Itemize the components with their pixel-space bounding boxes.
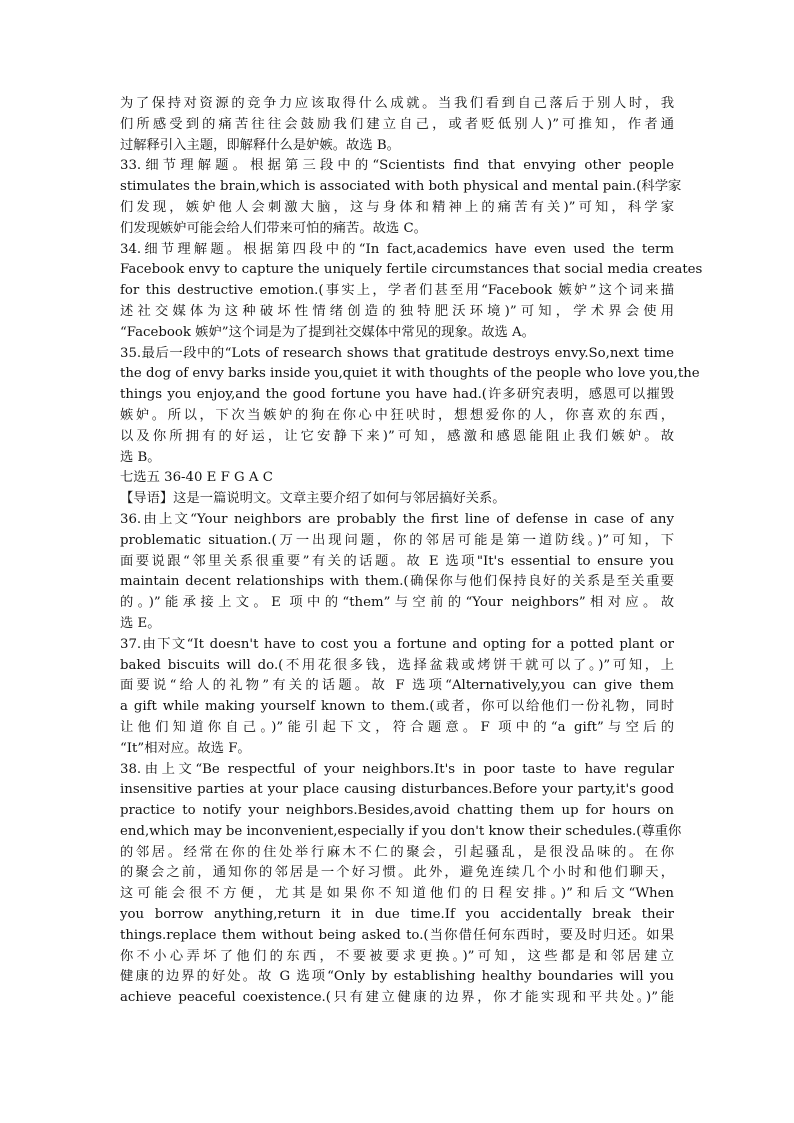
text-line: things.replace them without being asked to.(当你借任何东西时，要及时归还。如果 [120, 927, 674, 943]
text-line: 选 B。 [120, 449, 161, 465]
text-line: 33.细节理解题。根据第三段中的“Scientists find that envying other people [120, 158, 674, 174]
text-line: 述社交媒体为这种破坏性情绪创造的独特肥沃环境)”可知，学术界会使用 [120, 303, 674, 319]
text-line: things you enjoy,and the good fortune you have had.(许多研究表明，感恩可以摧毁 [120, 387, 674, 403]
text-line: 为了保持对资源的竞争力应该取得什么成就。当我们看到自己落后于别人时，我 [120, 96, 674, 111]
text-line: 选 E。 [120, 615, 161, 631]
text-line: practice to notify your neighbors.Besides,avoid chatting them up for hours on [120, 803, 674, 819]
text-line: Facebook envy to capture the uniquely fertile circumstances that social media creates [120, 262, 703, 278]
text-line: 们所感受到的痛苦往往会鼓励我们建立自己，或者贬低别人)”可推知，作者通 [120, 116, 674, 132]
text-line: 嫉妒。所以，下次当嫉妒的狗在你心中狂吠时，想想爱你的人，你喜欢的东西， [120, 407, 674, 423]
text-line: “Facebook 嫉妒”这个词是为了提到社交媒体中常见的现象。故选 A。 [120, 324, 535, 340]
text-line: 34.细节理解题。根据第四段中的“In fact,academics have even used the term [120, 241, 674, 257]
text-line: the dog of envy barks inside you,quiet it with thoughts of the people who love you,the [120, 366, 700, 382]
text-line: 面要说跟“邻里关系很重要”有关的话题。故 E 选项"It's essential to ensure you [120, 553, 674, 569]
text-line: you borrow anything,return it in due time.If you accidentally break their [120, 907, 674, 923]
text-line: “It”相对应。故选 F。 [120, 740, 251, 756]
text-line: a gift while making yourself known to them.(或者，你可以给他们一份礼物，同时 [120, 699, 674, 715]
text-line: 让他们知道你自己。)”能引起下文，符合题意。F 项中的“a gift”与空后的 [120, 719, 674, 735]
text-line: 35.最后一段中的“Lots of research shows that gratitude destroys envy.So,next time [120, 345, 674, 361]
text-line: achieve peaceful coexistence.(只有建立健康的边界，你才能实现和平共处。)”能 [120, 990, 674, 1006]
text-line: end,which may be inconvenient,especially if you don't know their schedules.(尊重你 [120, 823, 682, 839]
text-line: 健康的边界的好处。故 G 选项“Only by establishing healthy boundaries will you [120, 969, 674, 985]
text-line: 37.由下文“It doesn't have to cost you a fortune and opting for a potted plant or [120, 636, 674, 652]
text-line: 七选五 36-40 E F G A C [120, 470, 273, 486]
answer-explanation-text [120, 94, 703, 1009]
text-line: 们发现，嫉妒他人会刺激大脑，这与身体和精神上的痛苦有关)”可知，科学家 [120, 199, 674, 215]
text-line: 的。)”能承接上文。E 项中的“them”与空前的“Your neighbors”相对应。故 [120, 595, 674, 611]
text-line: 面要说“给人的礼物”有关的话题。故 F 选项“Alternatively,you can give them [120, 678, 674, 694]
text-line: stimulates the brain,which is associated with both physical and mental pain.(科学家 [120, 179, 682, 195]
text-line: 过解释引入主题，即解释什么是妒嫉。故选 B。 [120, 137, 400, 153]
text-line: 的聚会之前，通知你的邻居是一个好习惯。此外，避免连续几个小时和他们聊天， [120, 865, 674, 881]
text-line: 你不小心弄坏了他们的东西，不要被要求更换。)”可知，这些都是和邻居建立 [120, 948, 674, 964]
text-line: 以及你所拥有的好运，让它安静下来)”可知，感激和感恩能阻止我们嫉妒。故 [120, 428, 674, 444]
text-line: maintain decent relationships with them.(确保你与他们保持良好的关系是至关重要 [120, 574, 674, 590]
text-line: 【导语】这是一篇说明文。文章主要介绍了如何与邻居搞好关系。 [120, 491, 506, 507]
text-line: baked biscuits will do.(不用花很多钱，选择盆栽或烤饼干就可以了。)”可知，上 [120, 657, 674, 673]
text-line: problematic situation.(万一出现问题，你的邻居可能是第一道防线。)”可知，下 [120, 532, 674, 548]
text-line: 这可能会很不方便，尤其是如果你不知道他们的日程安排。)”和后文“When [120, 886, 674, 902]
text-line: 们发现嫉妒可能会给人们带来可怕的痛苦。故选 C。 [120, 220, 427, 236]
text-line: insensitive parties at your place causing disturbances.Before your party,it's good [120, 782, 674, 798]
text-line: for this destructive emotion.(事实上，学者们甚至用“Facebook 嫉妒”这个词来描 [120, 283, 674, 299]
text-line: 的邻居。经常在你的住处举行麻木不仁的聚会，引起骚乱，是很没品味的。在你 [120, 844, 674, 860]
text-line: 36.由上文“Your neighbors are probably the first line of defense in case of any [120, 511, 674, 527]
text-line: 38.由上文“Be respectful of your neighbors.It's in poor taste to have regular [120, 761, 674, 777]
